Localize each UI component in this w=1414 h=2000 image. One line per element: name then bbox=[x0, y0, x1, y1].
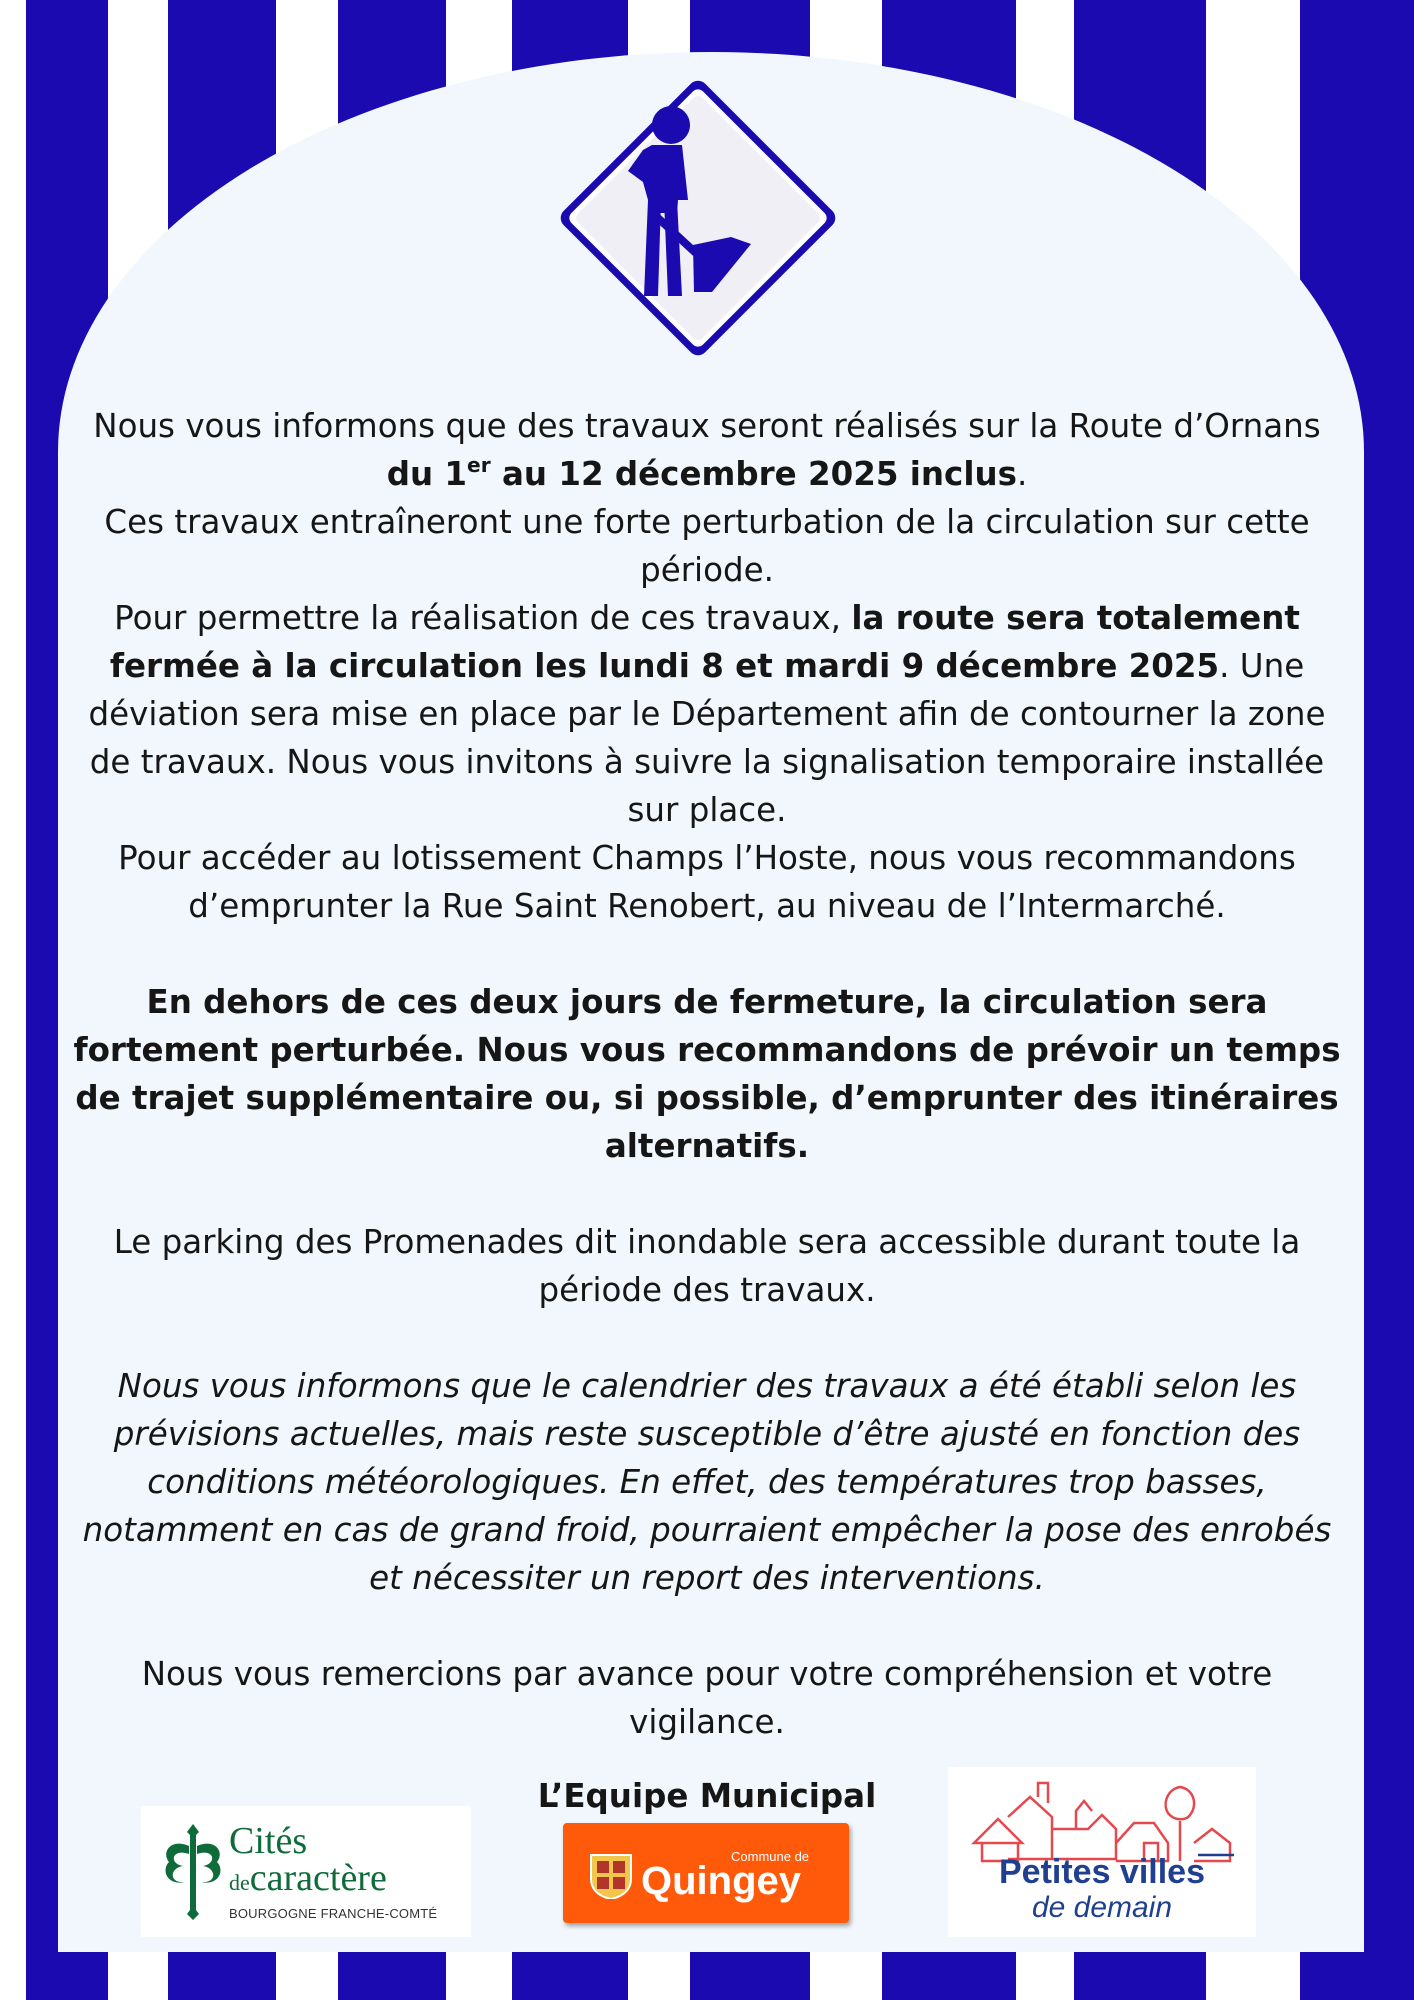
text-segment: Pour permettre la réalisation de ces travaux, bbox=[114, 599, 852, 637]
quingey-logo bbox=[563, 1823, 849, 1923]
notice-paragraph: Pour accéder au lotissement Champs l’Hoste, nous vous recommandons d’emprunter la Rue Saint Renobert, au niveau de l’Intermarché. bbox=[118, 839, 1296, 925]
cites-logo-text: Cités bbox=[229, 1820, 308, 1862]
dates-emphasis bbox=[386, 452, 1017, 493]
notice-paragraph: Le parking des Promenades dit inondable sera accessible durant toute la période des travaux. bbox=[113, 1223, 1301, 1309]
white-stripe bbox=[0, 0, 26, 2000]
pvd-logo-title: Petites villes bbox=[998, 1853, 1205, 1891]
cites-logo-region: BOURGOGNE FRANCHE-COMTÉ bbox=[229, 1906, 438, 1921]
coat-of-arms-icon bbox=[589, 1853, 633, 1899]
quingey-logo-caption: Commune de bbox=[731, 1849, 810, 1864]
petites-villes-de-demain-logo bbox=[948, 1767, 1256, 1937]
cites-emblem-icon bbox=[159, 1824, 227, 1920]
closure-emphasis: la route sera totalement fermée à la circulation les lundi 8 et mardi 9 décembre 2025 bbox=[109, 599, 1300, 685]
text-segment: . bbox=[1016, 455, 1028, 493]
pvd-logo-subtitle: de demain bbox=[1031, 1891, 1173, 1924]
text-segment: Nous vous informons que des travaux seront réalisés sur la Route d’Ornans bbox=[93, 407, 1321, 445]
notice-paragraph-bold: En dehors de ces deux jours de fermeture, la circulation sera fortement perturbée. Nous vous recommandons de prévoir un temps de trajet supplémentaire ou, si possible, d’emprunter des itinéraires alternatifs. bbox=[73, 983, 1341, 1165]
road-works-sign-icon bbox=[530, 50, 866, 386]
text-segment: . Une déviation sera mise en place par le Département afin de contourner la zone de travaux. Nous vous invitons à suivre la signalisation temporaire installée sur place. bbox=[88, 647, 1326, 829]
cites-de-caractere-logo bbox=[141, 1806, 471, 1937]
notice-text bbox=[70, 402, 1344, 1820]
notice-paragraph bbox=[70, 594, 1344, 834]
text-segment: caractère bbox=[249, 1857, 387, 1899]
notice-paragraph: Nous vous remercions par avance pour votre compréhension et votre vigilance. bbox=[141, 1655, 1273, 1741]
quingey-logo-name: Quingey bbox=[641, 1859, 802, 1903]
signature: L’Equipe Municipal bbox=[537, 1777, 877, 1815]
notice-paragraph bbox=[70, 402, 1344, 498]
notice-paragraph-italic: Nous vous informons que le calendrier des travaux a été établi selon les prévisions actuelles, mais reste susceptible d’être ajusté en fonction des conditions météorologiques. En effet, des températures trop basses, notamment en cas de grand froid, pourraient empêcher la pose des enrobés et nécessiter un report des interventions. bbox=[82, 1367, 1332, 1597]
notice-paragraph: Ces travaux entraîneront une forte perturbation de la circulation sur cette période. bbox=[104, 503, 1310, 589]
text-segment: du 1 bbox=[386, 455, 468, 493]
cites-logo-text-line2 bbox=[229, 1858, 387, 1903]
village-skyline-icon bbox=[968, 1773, 1238, 1865]
text-segment: au 12 décembre 2025 inclus bbox=[490, 455, 1017, 493]
superscript: er bbox=[467, 452, 491, 477]
text-segment: de bbox=[229, 1870, 250, 1895]
